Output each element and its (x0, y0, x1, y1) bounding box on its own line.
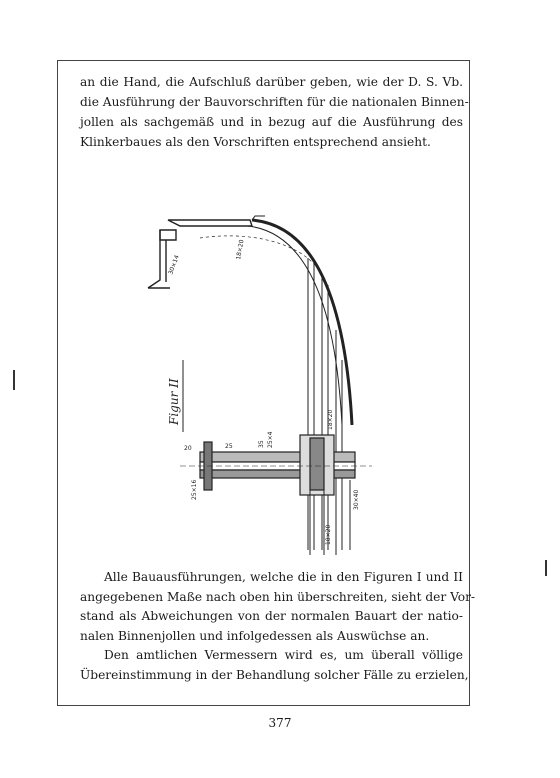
frames (308, 258, 342, 550)
label-a: 30×14 (167, 254, 181, 276)
text-line: an die Hand, die Aufschluß darüber geben, wie der D. S. Vb. (80, 75, 463, 89)
text-line: jollen als sachgemäß und in bezug auf die Ausführung des (80, 115, 463, 129)
top-paragraph (80, 72, 469, 152)
keel-section (180, 435, 372, 495)
text-line: Alle Bauausführungen, welche die in den Figuren I und II (104, 570, 463, 584)
text-line: angegebenen Maße nach oben hin überschreiten, sieht der Vor- (80, 589, 476, 604)
text-line: stand als Abweichungen von der normalen Bauart der natio- (80, 609, 463, 623)
page-number: 377 (268, 716, 292, 730)
text-line: Übereinstimmung in der Behandlung solcher Fälle zu erzielen, (80, 667, 469, 682)
text-line: Klinkerbaues als den Vorschriften entsprechend ansieht. (80, 135, 431, 149)
label-b: 18×20 (235, 239, 246, 261)
label-j: 18×20 (325, 524, 332, 545)
label-g: 30×40 (353, 489, 360, 510)
text-line: die Ausführung der Bauvorschriften für die nationalen Binnen- (80, 95, 469, 109)
label-c: 25 (225, 443, 233, 450)
edge-mark-left (13, 370, 15, 390)
label-h: 18×20 (327, 409, 334, 430)
text-line: Den amtlichen Vermessern wird es, um überall völlige (104, 648, 463, 662)
label-d: 20 (184, 445, 192, 452)
label-i: 25×16 (191, 479, 198, 500)
edge-mark-right (545, 560, 547, 576)
label-f: 25×4 (267, 431, 274, 448)
label-e: 35 (258, 440, 265, 448)
bottom-paragraph (80, 568, 476, 685)
hull-planking (200, 216, 352, 425)
hull-section-figure (140, 180, 400, 560)
text-line: nalen Binnenjollen und infolgedessen als Auswüchse an. (80, 628, 430, 643)
figure-caption: Figur II (167, 378, 181, 425)
